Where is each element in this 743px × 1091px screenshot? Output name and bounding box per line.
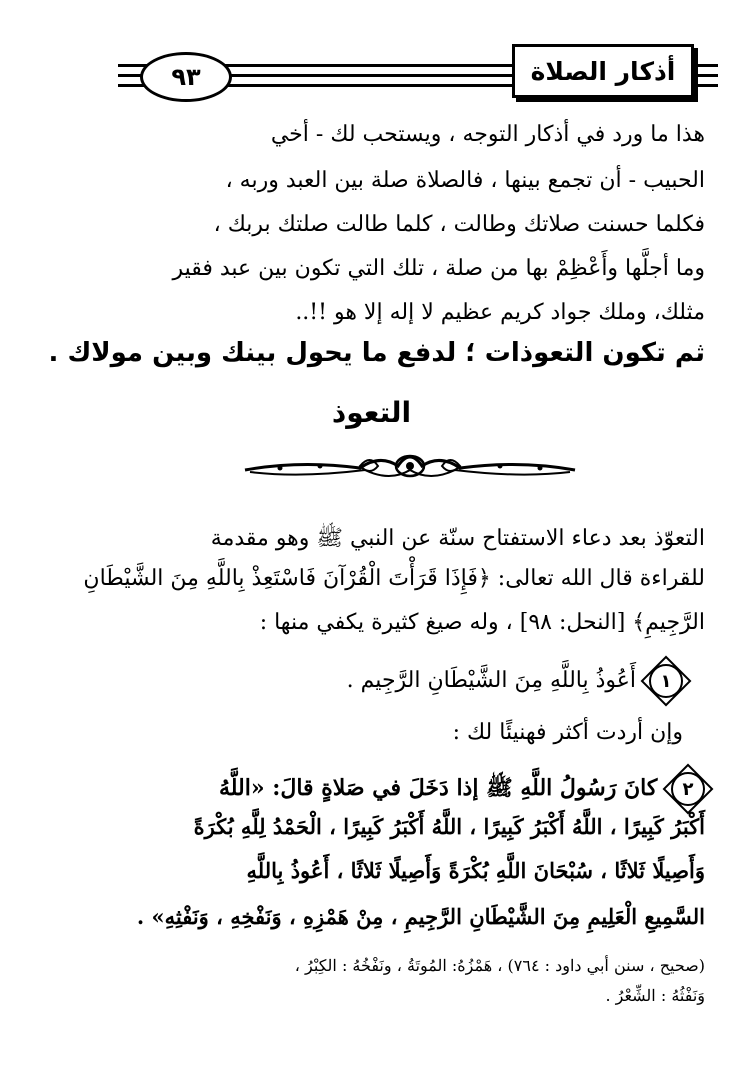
list-item [35, 664, 705, 698]
list-item [35, 772, 705, 806]
item-number-badge: ٢ [671, 772, 705, 806]
transition-line: وإن أردت أكثر فهنيئًا لك : [452, 720, 683, 745]
paragraph-line: فكلما حسنت صلاتك وطالت ، كلما طالت صلتك بربك ، [213, 212, 705, 237]
paragraph-line: أَكْبَرُ كَبِيرًا ، اللَّهُ أَكْبَرُ كَبِيرًا ، اللَّهُ أَكْبَرُ كَبِيرًا ، الْحَمْدُ لِلَّهِ بُكْرَةً [193, 814, 705, 839]
paragraph-line: السَّمِيعِ الْعَلِيمِ مِنَ الشَّيْطَانِ الرَّجِيمِ ، مِنْ هَمْزِهِ ، وَنَفْخِهِ ، وَنَفْثِهِ» . [136, 904, 705, 929]
ornament-divider-icon [240, 446, 580, 486]
footnote-line: (صحيح ، سنن أبي داود : ٧٦٤) ، هَمْزُهُ: المُوتَةُ ، ونَفْخُهُ : الكِبْرُ ، [294, 956, 705, 975]
paragraph-line: هذا ما ورد في أذكار التوجه ، ويستحب لك - أخي [270, 122, 705, 147]
emphasis-line: ثم تكون التعوذات ؛ لدفع ما يحول بينك وبين مولاك . [48, 338, 705, 368]
footnote-line: وَنَفْثُهُ : الشِّعْرُ . [605, 986, 705, 1005]
item-text: أَعُوذُ بِاللَّهِ مِنَ الشَّيْطَانِ الرَّجِيم . [346, 668, 636, 693]
item-number-badge: ١ [649, 664, 683, 698]
page-number: ٩٣ [140, 52, 232, 102]
paragraph-line: الرَّجِيمِ﴾ [النحل: ٩٨] ، وله صيغ كثيرة يكفي منها : [259, 610, 705, 635]
paragraph-line: وَأَصِيلًا ثَلاثًا ، سُبْحَانَ اللَّهِ بُكْرَةً وَأَصِيلًا ثَلاثًا ، أَعُوذُ بِاللَّهِ [246, 858, 705, 883]
item-intro: كانَ رَسُولُ اللَّهِ ﷺ إذا دَخَلَ في صَلاةٍ قالَ: «اللَّهُ [218, 775, 658, 801]
paragraph-line: الحبيب - أن تجمع بينها ، فالصلاة صلة بين العبد وربه ، [225, 168, 705, 193]
section-heading: التعوذ [331, 396, 412, 429]
paragraph-line: التعوّذ بعد دعاء الاستفتاح سنّة عن النبي ﷺ وهو مقدمة [210, 526, 705, 551]
paragraph-line: مثلك، وملك جواد كريم عظيم لا إله إلا هو !!.. [295, 300, 705, 325]
paragraph-line: وما أجلَّها وأَعْظِمْ بها من صلة ، تلك التي تكون بين عبد فقير [172, 256, 705, 281]
paragraph-line: للقراءة قال الله تعالى: ﴿فَإِذَا قَرَأْتَ الْقُرْآنَ فَاسْتَعِذْ بِاللَّهِ مِنَ الشَّيْطَانِ [83, 566, 705, 591]
running-title: أذكار الصلاة [512, 44, 694, 98]
